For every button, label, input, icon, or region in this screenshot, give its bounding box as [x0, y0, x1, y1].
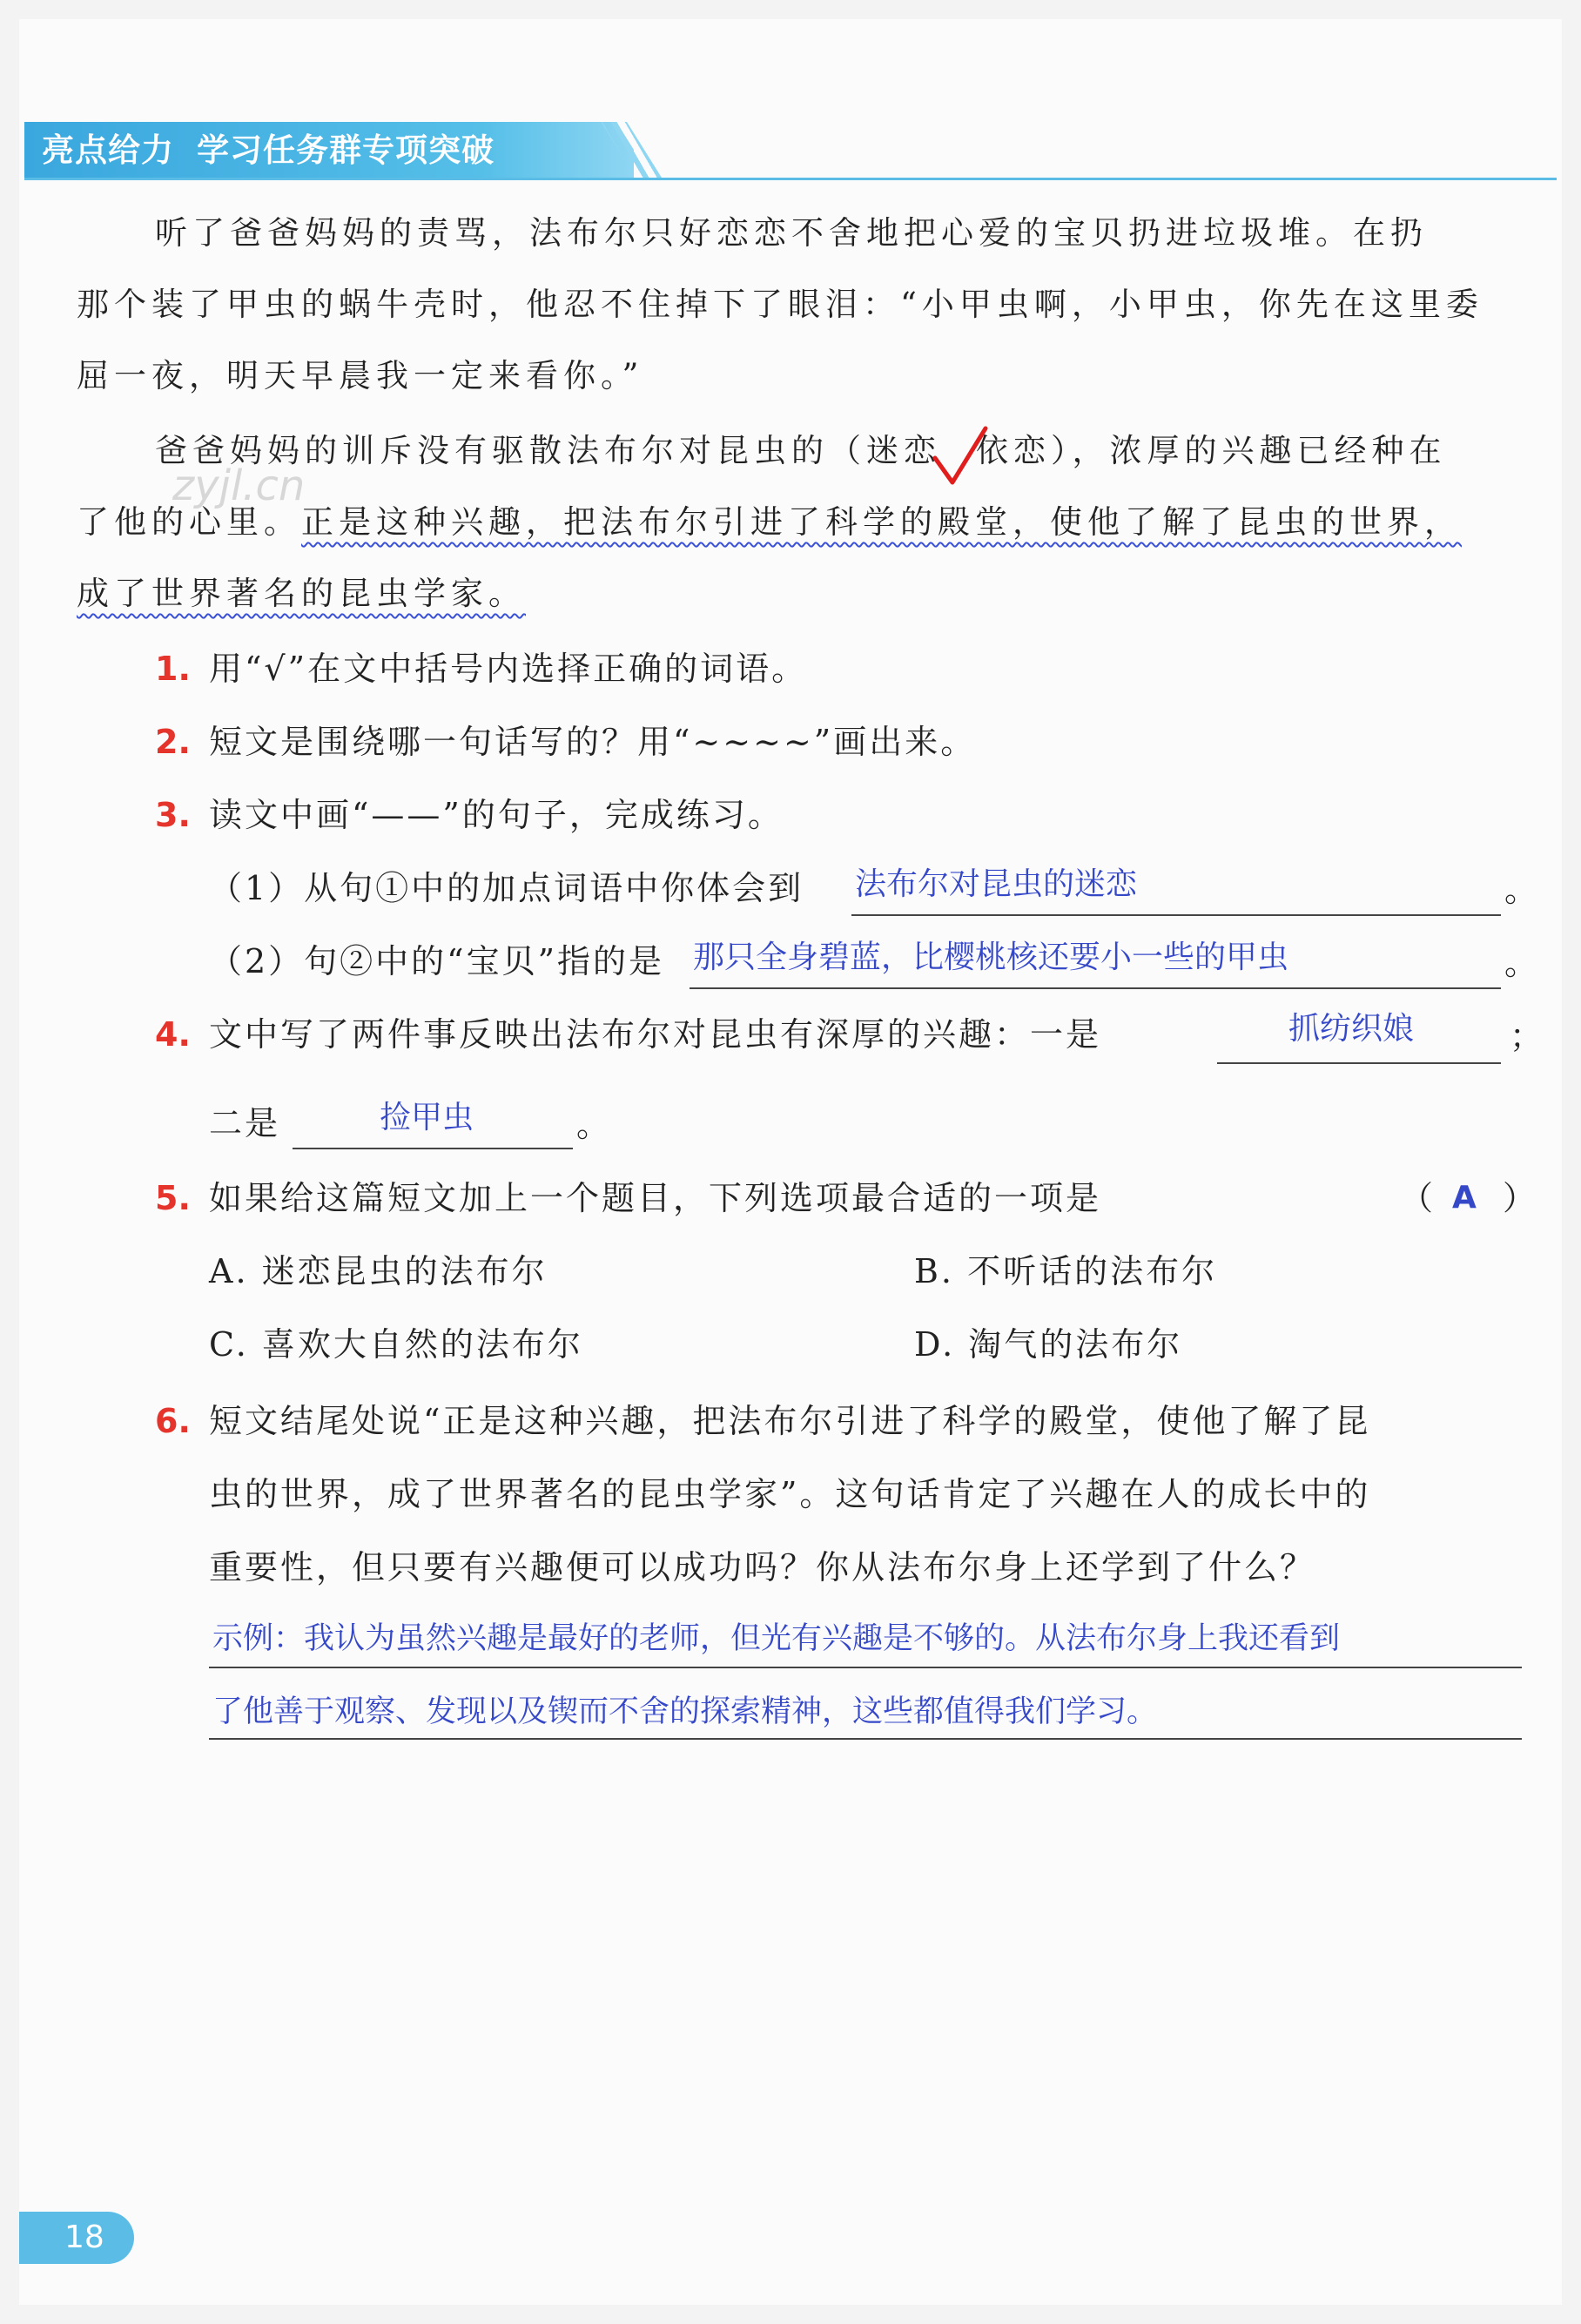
q4-answer2: 捡甲虫: [380, 1100, 474, 1135]
q3-sub2-answer: 那只全身碧蓝，比樱桃核还要小一些的甲虫: [693, 940, 1289, 975]
question-number: 6.: [155, 1402, 191, 1440]
question-number: 4.: [155, 1015, 191, 1054]
question-number: 2.: [155, 723, 191, 761]
q3-sub2-period: 。: [1504, 944, 1541, 982]
q3-sub1-period: 。: [1504, 871, 1541, 909]
check-mark-icon: [930, 423, 991, 493]
option-b: B. 不听话的法布尔: [914, 1252, 1218, 1290]
option-d: D. 淘气的法布尔: [914, 1325, 1183, 1364]
question-number: 1.: [155, 650, 191, 688]
q5-answer: A: [1452, 1180, 1477, 1216]
passage-line: [155, 425, 1447, 477]
q6-answer-line2: 了他善于观察、发现以及锲而不舍的探索精神，这些都值得我们学习。: [212, 1694, 1158, 1729]
header-section: 亮点给力: [42, 131, 174, 169]
choice-yilian: 依恋: [976, 432, 1051, 469]
q4-period: 。: [576, 1106, 613, 1144]
question-text: 读文中画“——”的句子，完成练习。: [209, 796, 784, 834]
q3-sub1: （1）从句①中的加点词语中你体会到: [209, 869, 804, 907]
question-text: 短文结尾处说“正是这种兴趣，把法布尔引进了科学的殿堂，使他了解了昆: [209, 1402, 1371, 1440]
passage-text: 爸爸妈妈的训斥没有驱散法布尔对昆虫的（: [155, 432, 866, 469]
q4-answer1: 抓纺织娘: [1288, 1011, 1415, 1047]
option-a: A. 迷恋昆虫的法布尔: [209, 1252, 548, 1290]
question-number: 5.: [155, 1179, 191, 1217]
choice-miliàn: 迷恋: [866, 432, 941, 469]
q4-semicolon: ；: [1510, 1017, 1546, 1055]
page-number: 18: [19, 2212, 134, 2264]
q3-sub2: （2）句②中的“宝贝”指的是: [209, 942, 665, 980]
answer-line: [1217, 1062, 1501, 1064]
passage-line: 屈一夜，明天早晨我一定来看你。”: [77, 357, 644, 394]
header-rule: [24, 178, 1557, 180]
passage-text: 了他的心里。: [77, 503, 301, 541]
passage-line: 那个装了甲虫的蜗牛壳时，他忍不住掉下了眼泪：“小甲虫啊，小甲虫，你先在这里委: [77, 286, 1483, 323]
question-text: 文中写了两件事反映出法布尔对昆虫有深厚的兴趣：一是: [209, 1015, 1102, 1054]
q4-second-prefix: 二是: [209, 1104, 281, 1142]
header-subtitle: 学习任务群专项突破: [197, 131, 494, 169]
answer-paren-open: （: [1400, 1179, 1436, 1217]
answer-line: [209, 1738, 1522, 1740]
question-text: 用“√”在文中括号内选择正确的词语。: [209, 650, 808, 688]
answer-line: [690, 987, 1501, 989]
question-text: 如果给这篇短文加上一个题目，下列选项最合适的一项是: [209, 1179, 1102, 1217]
question-number: 3.: [155, 796, 191, 834]
answer-line: [293, 1148, 573, 1149]
question-text-cont: 虫的世界，成了世界著名的昆虫学家”。这句话肯定了兴趣在人的成长中的: [209, 1475, 1371, 1513]
question-text: 短文是围绕哪一句话写的？用“~~~~”画出来。: [209, 723, 977, 761]
watermark: zyjl.cn: [172, 461, 306, 510]
option-c: C. 喜欢大自然的法布尔: [209, 1325, 583, 1364]
passage-line: [77, 568, 526, 620]
topic-sentence: 正是这种兴趣，把法布尔引进了科学的殿堂，使他了解了昆虫的世界，: [301, 503, 1462, 541]
q6-answer-line1: 示例：我认为虽然兴趣是最好的老师，但光有兴趣是不够的。从法布尔身上我还看到: [212, 1621, 1341, 1656]
answer-line: [209, 1667, 1522, 1668]
topic-sentence-end: 成了世界著名的昆虫学家。: [77, 575, 526, 612]
passage-text: ），浓厚的兴趣已经种在: [1051, 432, 1447, 469]
passage-line: 听了爸爸妈妈的责骂，法布尔只好恋恋不舍地把心爱的宝贝扔进垃圾堆。在扔: [155, 214, 1428, 252]
q3-sub1-answer: 法布尔对昆虫的迷恋: [855, 866, 1138, 902]
passage-line: [77, 496, 1462, 549]
answer-paren-close: ）: [1503, 1179, 1539, 1217]
header-title: [42, 127, 494, 174]
question-text-cont: 重要性，但只要有兴趣便可以成功吗？你从法布尔身上还学到了什么？: [209, 1548, 1316, 1586]
answer-line: [851, 914, 1501, 916]
